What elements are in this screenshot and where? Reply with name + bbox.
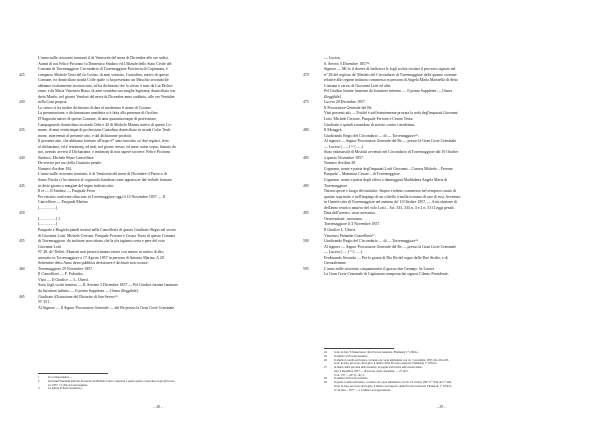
right-footnotes [324,351,559,392]
line-text: — Lucera [......] ²⁹ [......]. [324,250,363,255]
line-text: Torremaggiore. [324,183,349,188]
footnote-text: n° 24 data... 1977 — e il timbro sovrapposizione. [334,387,392,392]
line-number: 490 [303,183,309,188]
footnote-text: sino 3 Dicembre 1877 — di Lucera, sigla cancellata, — 27 ritrò. [334,368,409,373]
line-text: Al signore — Signor Procuratore Generale del Re — presso la Gran Corte Criminale [324,244,457,249]
line-text: Torremaggiore 29 Novembre 1857. [38,266,94,271]
line-text: [.................] [38,222,58,227]
line-text: Giudicato d'Istruzione del Distretto di San Severo²³. [38,294,119,299]
line-text: Cancelliere — Pasquale Mattiro [38,200,89,205]
line-text: N° 28. de' Delitti. Mancati non persorti amano esiere con mezzo in nativo di alto, [38,250,165,255]
line-text: Lucera 28 Dicembre 1857. [324,100,366,105]
line-text: quattro soprinole, e nell'impiego di un coltello a molla in mano di uno di essi, Avvenuto [324,194,461,199]
line-text: Al Signore — Il Signor Procuratore Generale — del Re presso la Gran Corte Criminale [38,305,175,310]
line-text: Giovanni Lotti [38,244,62,249]
line-text: mone, intervenuti al presente atto, e dal dichiarante prodotti. [38,133,132,138]
line-text: [.................] 1 [38,216,61,221]
line-text: Numero d'ordine 28. [324,161,357,166]
line-text: di Giovanni Lotti, Michele Cerrone, Pasquale Ferrone e Cesare Terza di questo Comune [38,233,176,238]
line-text: Pasquale e Biagiola piendi teriniti nella Cancelleria di questo Giudicato Regio nel vostro [38,227,177,232]
line-text: Stato estimarsalt di Misfatti avvenuti nel Circondario di Torremaggiore dal 10 Ottobre [324,150,459,155]
line-number: 435 [19,128,25,133]
left-footnotes [38,376,277,391]
line-text: Il presente atto, che abbiamo formato all'uopo é* stato inscritto su' due registri, letto [38,139,169,144]
line-text: Settembre detto Anno detto pubblica decisionee é dichiarò non costare. [38,261,149,266]
line-text: arrestato in Torremaggiore a 17 Agosto 1857 in persona di Antonio Marina. A 28 [38,255,164,260]
line-number: 485 [303,155,309,160]
line-text: Comune, ivi domiciliato strada Colle quale ci ha presentato un Maschio secondochè [38,78,169,83]
line-text: L'anno mille ottocento cinquantasette il giorno due Gennajo. In Lucera [324,266,435,271]
line-text: Torremaggiore li 3 Novembre 1857. [324,222,381,227]
footnote-text: Sotto la data, nel verso del foglio, il timbro della Procura Generale. Flumendy 1° Ufficio. [334,361,438,366]
line-text: Campagnuolo domiciliato in strada Orbe e 20 di Michele Marino nativo di questo Co- [38,122,172,127]
line-text: Visti presenti atti — Poiché è sufficientemente provata la reità degl'imputati Giovanni [324,111,458,116]
line-text: Il Cancelliere — F. Palombo. [38,272,84,277]
footnote-text: Le lettere di Iberia Giudicato. [48,386,83,391]
line-text: N° 251. [38,300,51,305]
line-text: dell'anno teatrico nautivo del volo Lotti... Art. 333, 334 n. 3 e 2 n. 531 Leggi penali. [324,205,455,210]
line-number: 495 [303,211,309,216]
line-number: 465 [19,294,25,299]
line-text: Giudicando Regio del Circondario — di — Torremaggiore²⁸. [324,239,419,244]
line-text: noi, avendo avverti il Dichiarante, e testimonj di non sapere scrivere. Felice Piccinno [38,150,171,155]
left-page-body [19,56,277,311]
footnote-number: 3 [38,386,40,391]
line-text: Ferdinando Secondo — Per la grazia di Dio Re del regno delle Due Sicilie, e di [324,255,448,260]
line-text: Visto — Il Giudice — L. Uberti. [38,277,89,282]
footnote-number: 27 [324,365,327,369]
left-page-number: – 28 – [153,405,163,409]
line-text: Comune di Torremaggiore Circondario di Torremaggiore Provincia di Capitanata, è [38,67,168,72]
line-number: 505 [303,266,309,271]
line-text: a questo Novembre 1857. [324,155,364,160]
line-text: Sono fogli scritti numero — Il, Serrano 5 Dicembre 1857 — Pel Giudice furante funzione [38,283,178,288]
left-footnote-rule [38,373,108,374]
footnote [38,387,277,391]
line-text: La presentazione, e dichiarazione anzidetta si è fatta alla presenza di Orofino [38,111,158,116]
line-text: Comune a carico di Giovanni Lotti ed altri. [324,83,392,88]
right-footnote-rule [324,348,394,349]
line-text: Natura specie e luogo del misfatto: Stupro violento commesso nel sempreco strato di [324,189,457,194]
text-line [38,306,277,312]
line-text: mune, di anni venticinque di professione Custodino domiciliato in strada Colce Tenk- [38,128,172,133]
footnote [324,389,559,393]
line-number: 480 [303,128,309,133]
line-text: Pel Giudice Istante funzione da Istruttore infermo — Il primo Supplente — [firma [324,89,452,94]
footnote-text: Sotto la data, nel verso del foglio, il timbro sovrapposto della Procura Generale. Flumendy 1° Ufficio, [334,383,452,388]
line-text: Giudicando Regio del Circondario — di — Torremaggiore²⁵. [324,133,419,138]
line-text: Vincenzo Palumbo Cancelliere²⁷. [324,233,376,238]
footnote-text: In timbro la stella nel bianco, la messa da copia ammaniata con ch. 3 novembre 1857-241-261-263. [334,357,449,362]
line-text: Il Moaggrà. [324,128,343,133]
line-text: Cognome, nome e patria degli offesi o danneggiati Maddalena Angela Maria di [324,178,448,183]
line-text: Sindaco, Michele Biase Cancelliere. [38,155,95,160]
line-text: in Gemiti-citta di Torremaggiore nel mattino de' 10 Ottobre 1857. — Articolazione di [324,200,457,205]
line-text: in detto giorno a margine del segno indicato atto. [38,183,115,188]
line-text: Il Giudice L. Uberti. [324,227,356,232]
text-line [324,272,559,278]
line-text: comparso Michele Terzi del fu Cosmo, di anni ventotto, Custodino, nativo di questo [38,72,169,77]
line-text: Lotti, Michele Cerrone, Pasquale Ferrone e Cesare Terza. [324,117,414,122]
line-text: al dichiarante, ed a' testimonj, ed indi, nel giorno stesso, ed mese come sopra, firmato da [38,144,176,149]
line-text: rante, e da Maria Vincenza Biaso, di anni ventidue sua moglie legittima, domiciliata con [38,89,176,94]
line-text: abbiamo ocularmente riconosciuto, ed ha dichiarato che lo stesso è nato da Lui Dichia- [38,83,174,88]
line-text: Cognome, nome e patria degl'imputati Lotti Giovanni – Carrera Michele – Ferrone [324,166,453,171]
line-text: S. Severo 5 Dicembre 1857²⁴. [324,61,371,66]
line-text: Il re — Il Sindaco — Pasquale Ferro [38,189,96,194]
footnote-number: 25 [324,353,327,358]
line-text: D'Augustin nativo di questo Comune, di anni quarantacinque di professione [38,117,157,122]
line-text: Per estratto conforme rilasciato in Torremaggiore oggi li 10 Novembre 1857 — Il [38,194,165,199]
line-text: L'anno mille ottocento trentasei il di Ventisette del mese di Dicembre alle ore sedici. [38,56,170,60]
line-text: [.................] [38,205,58,210]
footnote-text: In corrispondenza ... [48,375,72,379]
line-number: 440 [19,155,25,160]
line-text: Santo Nicola ci ha rimessò al cognacolo bandista come appariscer dal verbale formato [38,178,173,183]
line-text: Data dell'arresto: «non arrestato». [324,211,377,216]
line-text: detto Marito, nel giorno Ventisei del mese di Dicembre anno suddetto, alle ore Ventidue [38,94,175,99]
footnote-number: 26 [324,357,327,362]
line-number: 470 [303,72,309,77]
line-text: Giudicate e quindi a mandare di arresto contro i medesimi. [324,122,416,127]
line-text: Lo stesso ci ha inoltre dichiarato di dare al medesimo il nome di Cosimo [38,105,151,110]
line-text: — Lucera. [324,56,341,60]
line-number: 430 [19,100,25,105]
line-text: relative allo regime notturno commessa in persona di Angela Maria Marinella di detto [324,78,458,83]
line-number: 450 [19,211,25,216]
line-text: di Torremaggiore, da inoltrare non ritirato ché la ola tagianto certa e pere del voto [38,239,166,244]
footnote-number: 28 [324,376,327,381]
line-text: — Lucera [.......] ²⁶ [......]. [324,144,364,149]
footnote-text: tor 1857, 7), 204 non enclosegiate. [48,382,89,387]
line-text: Pasquale – Mammuri Cesare – di Torremaggiore. [324,172,401,177]
footnote-text: Z ad. 137 — 227 (f. ris.) 1. [334,372,366,377]
line-number: 460 [19,266,25,271]
right-page-body [303,56,559,278]
footnote-text: In parte la stella nel bianco, la messa da copia ammaniata con ch. 10 ottobre 1857 n° 7914 del 1° 240, [334,380,452,384]
line-text: Il Procuratore Generale del Re [324,105,372,110]
line-number: 500 [303,239,309,244]
right-page-number: – 29 – [436,405,446,409]
footnote-text: In timbro di Procura Giudice. [334,353,369,358]
line-text: n° 28 del registro de' Misfatti del Circondario di Torremaggiore delle quamo cocenne [324,72,457,77]
line-text: Al signore — Signor Procuratore Generale del Re — presso la Gran Corte Criminale [324,139,457,144]
line-text: Avanti di noi Felice Piccinno fu Domenico Sindaco ed Uffiziale dello Stato Civile del [38,61,172,66]
line-text: nella Casa propria. [38,100,68,105]
footnote-number: 24 [324,350,327,354]
line-text: illeggibile] [324,94,342,99]
line-text: Signore — Mi fo il dovere di inoltrarvi le fogli scritte vestiari il processo signato nel [324,67,456,72]
line-number: 425 [19,72,25,77]
footnote-number: 2 [38,378,40,383]
right-page [300,0,600,424]
line-number: 455 [19,239,25,244]
line-text: Osservazioni: «nessuna» [324,216,363,221]
footnote-text: A fianco della piú data della Giudice, la pagina scrivetrata nella stessa mano. [334,365,423,369]
footnote-number: 29 [324,380,327,384]
line-number: 445 [19,183,25,188]
line-text: da Istruttore infinito — Il primo Supplente — [firma illeggibile]. [38,288,139,293]
line-number: 475 [303,100,309,105]
footnote-text: Giovanni Fastadini nell'atto di nascita di Michele Cancro, depositó a questo punto a riproduce sopra (Procura- [48,378,176,383]
line-text: La Gran Corte Criminale di Capitanata composta dai signori Cilento Presidente, [324,272,449,277]
line-text: Numero d'ordine 184. [38,166,73,171]
line-text: Gerusalemme. [324,261,347,266]
footnote-text: In timbro di Procura Giudice. [334,376,369,381]
line-text: L'anno mille ottocento trentasei, il di Ventisette del mese di Dicembre il Parroco di [38,172,167,177]
line-text: Da servire per uso della Giustizia penale. [38,161,103,166]
footnote-number: 1 [38,375,40,379]
footnote-text: Sotto la data 'S Sanserverso' alla Procura Generale. Flumendy 1° Ufficio. [334,350,419,354]
